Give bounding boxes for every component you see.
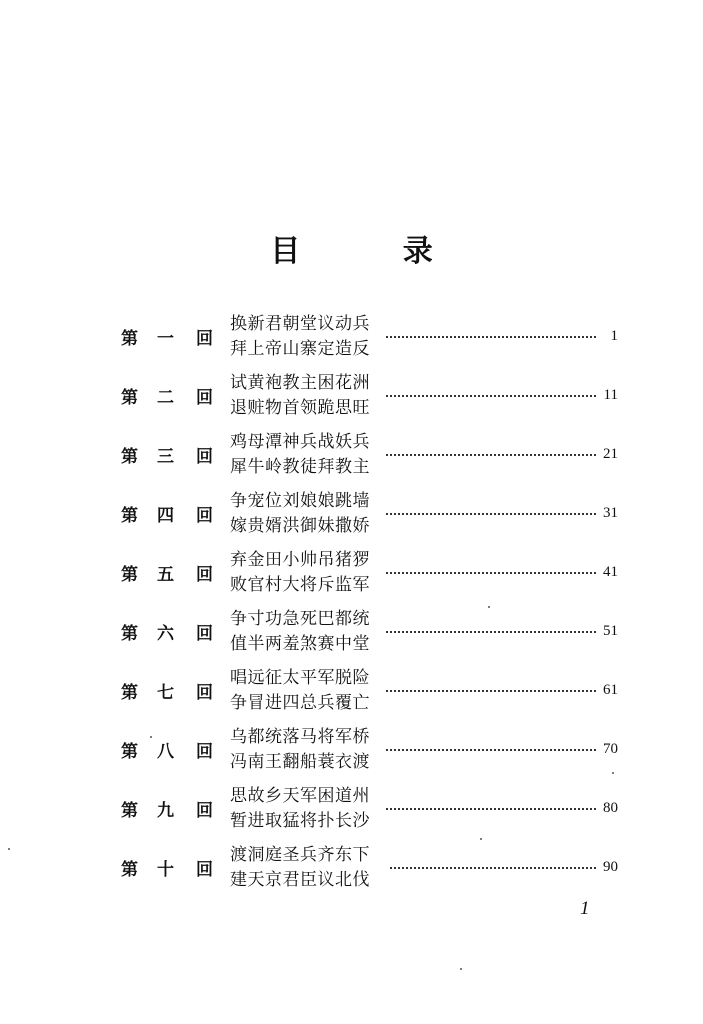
chapter-numeral: 十 xyxy=(157,860,174,880)
chapter-title-line1: 换新君朝堂议动兵 xyxy=(230,314,370,334)
chapter-title xyxy=(230,371,370,421)
scan-speck xyxy=(150,736,152,738)
dot-leader xyxy=(386,808,596,810)
chapter-title-line2: 建天京君臣议北伐 xyxy=(230,870,370,890)
chapter-numeral: 四 xyxy=(157,506,174,526)
chapter-prefix: 第 xyxy=(121,742,138,762)
chapter-suffix: 回 xyxy=(196,683,213,703)
chapter-numeral: 七 xyxy=(157,683,174,703)
chapter-suffix: 回 xyxy=(196,801,213,821)
page-number: 70 xyxy=(603,741,618,757)
chapter-title-line2: 退赃物首领跪思旺 xyxy=(230,398,370,418)
chapter-suffix: 回 xyxy=(196,742,213,762)
page-number: 51 xyxy=(603,623,618,639)
chapter-prefix: 第 xyxy=(121,565,138,585)
chapter-suffix: 回 xyxy=(196,388,213,408)
chapter-prefix: 第 xyxy=(121,683,138,703)
dot-leader xyxy=(390,867,596,869)
chapter-title-line1: 争寸功急死巴都统 xyxy=(230,609,370,629)
chapter-title xyxy=(230,666,370,716)
chapter-numeral: 二 xyxy=(157,388,174,408)
scan-speck xyxy=(460,968,462,970)
dot-leader xyxy=(386,395,596,397)
dot-leader xyxy=(386,513,596,515)
chapter-numeral: 九 xyxy=(157,801,174,821)
chapter-title xyxy=(230,489,370,539)
chapter-title-line2: 败官村大将斥监军 xyxy=(230,575,370,595)
folio-page-number: 1 xyxy=(580,898,590,919)
toc-entry[interactable] xyxy=(0,371,703,421)
chapter-suffix: 回 xyxy=(196,860,213,880)
scan-speck xyxy=(612,772,614,774)
chapter-suffix: 回 xyxy=(196,447,213,467)
page-number: 41 xyxy=(603,564,618,580)
chapter-numeral: 五 xyxy=(157,565,174,585)
chapter-title-line2: 犀牛岭教徒拜教主 xyxy=(230,457,370,477)
chapter-title-line1: 乌都统落马将军桥 xyxy=(230,727,370,747)
scan-speck xyxy=(8,848,10,850)
chapter-suffix: 回 xyxy=(196,624,213,644)
chapter-title xyxy=(230,843,370,893)
page-number: 11 xyxy=(603,387,618,403)
dot-leader xyxy=(386,336,596,338)
dot-leader xyxy=(386,572,596,574)
page-number: 31 xyxy=(603,505,618,521)
chapter-title-line2: 冯南王翻船蓑衣渡 xyxy=(230,752,370,772)
dot-leader xyxy=(386,749,596,751)
chapter-title-line1: 争宠位刘娘娘跳墙 xyxy=(230,491,370,511)
toc-entry[interactable] xyxy=(0,666,703,716)
chapter-title xyxy=(230,548,370,598)
chapter-prefix: 第 xyxy=(121,860,138,880)
chapter-title-line1: 弃金田小帅吊猪猡 xyxy=(230,550,370,570)
chapter-prefix: 第 xyxy=(121,447,138,467)
chapter-title-line1: 思故乡天军困道州 xyxy=(230,786,370,806)
page-title: 目 录 xyxy=(270,234,479,269)
chapter-title-line1: 鸡母潭神兵战妖兵 xyxy=(230,432,370,452)
scan-speck xyxy=(480,838,482,840)
chapter-numeral: 一 xyxy=(157,329,174,349)
toc-entry[interactable] xyxy=(0,430,703,480)
chapter-title xyxy=(230,725,370,775)
page-number: 1 xyxy=(610,328,618,344)
chapter-prefix: 第 xyxy=(121,388,138,408)
chapter-title xyxy=(230,312,370,362)
chapter-prefix: 第 xyxy=(121,329,138,349)
chapter-title xyxy=(230,607,370,657)
chapter-numeral: 六 xyxy=(157,624,174,644)
chapter-title-line2: 嫁贵婿洪御妹撒娇 xyxy=(230,516,370,536)
page-number: 21 xyxy=(603,446,618,462)
chapter-title xyxy=(230,430,370,480)
chapter-suffix: 回 xyxy=(196,565,213,585)
dot-leader xyxy=(386,454,596,456)
chapter-title-line2: 拜上帝山寨定造反 xyxy=(230,339,370,359)
chapter-prefix: 第 xyxy=(121,801,138,821)
toc-entry[interactable] xyxy=(0,607,703,657)
chapter-title-line1: 渡洞庭圣兵齐东下 xyxy=(230,845,370,865)
toc-entry[interactable] xyxy=(0,784,703,834)
chapter-prefix: 第 xyxy=(121,506,138,526)
dot-leader xyxy=(386,690,596,692)
page-number: 80 xyxy=(603,800,618,816)
chapter-title-line1: 唱远征太平军脱险 xyxy=(230,668,370,688)
chapter-title-line2: 暂进取猛将扑长沙 xyxy=(230,811,370,831)
chapter-title-line1: 试黄袍教主困花洲 xyxy=(230,373,370,393)
toc-entry[interactable] xyxy=(0,843,703,893)
chapter-numeral: 三 xyxy=(157,447,174,467)
toc-entry[interactable] xyxy=(0,548,703,598)
chapter-title xyxy=(230,784,370,834)
chapter-title-line2: 争冒进四总兵覆亡 xyxy=(230,693,370,713)
scan-speck xyxy=(488,606,490,608)
toc-entry[interactable] xyxy=(0,489,703,539)
chapter-suffix: 回 xyxy=(196,506,213,526)
chapter-prefix: 第 xyxy=(121,624,138,644)
chapter-suffix: 回 xyxy=(196,329,213,349)
page-number: 90 xyxy=(603,859,618,875)
page-number: 61 xyxy=(603,682,618,698)
chapter-numeral: 八 xyxy=(157,742,174,762)
toc-entry[interactable] xyxy=(0,725,703,775)
dot-leader xyxy=(386,631,596,633)
toc-entry[interactable] xyxy=(0,312,703,362)
chapter-title-line2: 值半两羞煞赛中堂 xyxy=(230,634,370,654)
